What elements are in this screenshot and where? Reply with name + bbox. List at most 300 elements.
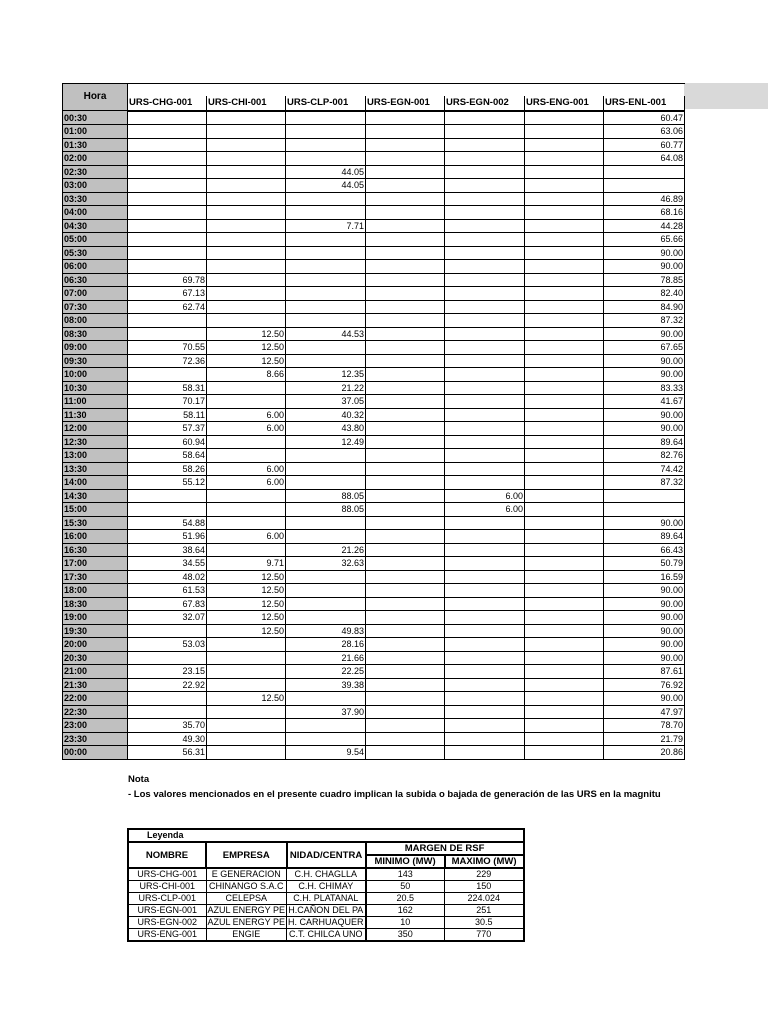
hour-cell: 01:30 xyxy=(63,138,128,152)
legend-header-margen: MARGEN DE RSF xyxy=(366,842,524,855)
hour-cell: 08:00 xyxy=(63,314,128,328)
value-cell xyxy=(128,165,207,179)
value-cell xyxy=(286,476,366,490)
value-cell: 87.32 xyxy=(604,314,685,328)
table-row xyxy=(63,435,685,449)
value-cell xyxy=(366,219,445,233)
value-cell xyxy=(286,246,366,260)
hour-cell: 05:30 xyxy=(63,246,128,260)
value-cell: 87.32 xyxy=(604,476,685,490)
value-cell xyxy=(525,530,604,544)
legend-header-empresa: EMPRESA xyxy=(206,842,287,868)
legend-cell: URS-CLP-001 xyxy=(128,893,206,905)
hour-cell: 16:30 xyxy=(63,543,128,557)
value-cell xyxy=(445,638,525,652)
table-row xyxy=(63,179,685,193)
value-cell: 70.17 xyxy=(128,395,207,409)
value-cell xyxy=(525,732,604,746)
value-cell xyxy=(525,233,604,247)
value-cell: 49.83 xyxy=(286,624,366,638)
legend-row xyxy=(128,893,524,905)
value-cell xyxy=(445,152,525,166)
hour-cell: 16:00 xyxy=(63,530,128,544)
value-cell xyxy=(286,111,366,125)
value-cell xyxy=(445,543,525,557)
value-cell xyxy=(286,611,366,625)
value-cell xyxy=(366,152,445,166)
value-cell xyxy=(366,638,445,652)
value-cell xyxy=(128,692,207,706)
value-cell: 67.13 xyxy=(128,287,207,301)
value-cell xyxy=(445,341,525,355)
value-cell xyxy=(207,233,286,247)
value-cell: 90.00 xyxy=(604,327,685,341)
value-cell xyxy=(286,125,366,139)
hour-cell: 04:30 xyxy=(63,219,128,233)
value-cell xyxy=(525,179,604,193)
value-cell: 87.61 xyxy=(604,665,685,679)
value-cell xyxy=(286,287,366,301)
hour-cell: 12:30 xyxy=(63,435,128,449)
table-row xyxy=(63,395,685,409)
value-cell: 21.22 xyxy=(286,381,366,395)
value-cell xyxy=(445,260,525,274)
table-row xyxy=(63,152,685,166)
value-cell: 6.00 xyxy=(207,530,286,544)
value-cell xyxy=(366,530,445,544)
value-cell: 90.00 xyxy=(604,651,685,665)
legend-cell: C.H. CHAGLLA xyxy=(287,868,366,881)
urs-schedule-table xyxy=(62,83,685,760)
value-cell xyxy=(366,692,445,706)
value-cell xyxy=(366,476,445,490)
value-cell: 12.35 xyxy=(286,368,366,382)
value-cell: 50.79 xyxy=(604,557,685,571)
value-cell: 62.74 xyxy=(128,300,207,314)
value-cell xyxy=(366,314,445,328)
value-cell: 37.90 xyxy=(286,705,366,719)
table-row xyxy=(63,219,685,233)
hour-cell: 03:30 xyxy=(63,192,128,206)
column-header: URS-ENG-001 xyxy=(525,96,604,110)
value-cell xyxy=(207,638,286,652)
value-cell: 44.28 xyxy=(604,219,685,233)
legend-cell: C.H. CHIMAY xyxy=(287,881,366,893)
table-row xyxy=(63,462,685,476)
legend-header-unidad: NIDAD/CENTRA xyxy=(287,842,366,868)
hour-cell: 21:30 xyxy=(63,678,128,692)
table-row xyxy=(63,651,685,665)
value-cell xyxy=(525,125,604,139)
value-cell: 54.88 xyxy=(128,516,207,530)
value-cell: 12.50 xyxy=(207,341,286,355)
value-cell: 51.96 xyxy=(128,530,207,544)
value-cell xyxy=(445,530,525,544)
value-cell xyxy=(525,260,604,274)
value-cell xyxy=(525,746,604,760)
value-cell xyxy=(128,219,207,233)
legend-cell: ENGIE xyxy=(206,929,287,942)
value-cell xyxy=(525,246,604,260)
value-cell xyxy=(525,638,604,652)
value-cell xyxy=(525,287,604,301)
value-cell xyxy=(286,732,366,746)
value-cell xyxy=(207,287,286,301)
value-cell xyxy=(445,624,525,638)
value-cell xyxy=(128,206,207,220)
value-cell xyxy=(286,273,366,287)
hour-cell: 15:00 xyxy=(63,503,128,517)
value-cell: 39.38 xyxy=(286,678,366,692)
value-cell xyxy=(286,192,366,206)
value-cell xyxy=(207,705,286,719)
value-cell: 90.00 xyxy=(604,260,685,274)
legend-cell: AZUL ENERGY PE xyxy=(207,905,286,915)
value-cell xyxy=(445,206,525,220)
value-cell xyxy=(207,192,286,206)
hour-cell: 20:00 xyxy=(63,638,128,652)
note-text: - Los valores mencionados en el presente cuadro implican la subida o bajada de generación de las URS en la magnitu xyxy=(128,789,661,800)
legend-row xyxy=(128,868,524,881)
value-cell xyxy=(445,611,525,625)
value-cell: 12.50 xyxy=(207,597,286,611)
legend-header-maximo: MAXIMO (MW) xyxy=(445,855,524,868)
legend-cell: 20.5 xyxy=(366,893,445,905)
value-cell: 37.05 xyxy=(286,395,366,409)
legend-cell: E GENERACION xyxy=(206,868,287,881)
table-row xyxy=(63,705,685,719)
hour-cell: 13:00 xyxy=(63,449,128,463)
value-cell xyxy=(128,651,207,665)
value-cell xyxy=(366,719,445,733)
value-cell xyxy=(366,179,445,193)
value-cell xyxy=(366,557,445,571)
value-cell xyxy=(366,354,445,368)
value-cell: 9.71 xyxy=(207,557,286,571)
value-cell xyxy=(445,125,525,139)
table-row xyxy=(63,543,685,557)
value-cell xyxy=(366,233,445,247)
table-row xyxy=(63,476,685,490)
value-cell xyxy=(366,624,445,638)
value-cell xyxy=(445,597,525,611)
value-cell: 89.64 xyxy=(604,435,685,449)
hour-cell: 08:30 xyxy=(63,327,128,341)
value-cell xyxy=(445,665,525,679)
value-cell: 90.00 xyxy=(604,597,685,611)
value-cell xyxy=(525,395,604,409)
hour-cell: 12:00 xyxy=(63,422,128,436)
hour-cell: 06:30 xyxy=(63,273,128,287)
hour-cell: 05:00 xyxy=(63,233,128,247)
value-cell xyxy=(525,705,604,719)
value-cell xyxy=(525,300,604,314)
hour-cell: 23:30 xyxy=(63,732,128,746)
table-row xyxy=(63,732,685,746)
value-cell xyxy=(286,354,366,368)
value-cell: 60.77 xyxy=(604,138,685,152)
value-cell xyxy=(128,246,207,260)
value-cell xyxy=(207,219,286,233)
value-cell: 28.16 xyxy=(286,638,366,652)
legend-cell: 50 xyxy=(366,881,445,893)
value-cell xyxy=(445,449,525,463)
value-cell xyxy=(286,719,366,733)
value-cell xyxy=(525,354,604,368)
value-cell xyxy=(366,111,445,125)
value-cell xyxy=(366,543,445,557)
value-cell: 12.49 xyxy=(286,435,366,449)
value-cell xyxy=(207,111,286,125)
hour-cell: 02:00 xyxy=(63,152,128,166)
value-cell xyxy=(207,246,286,260)
value-cell xyxy=(366,705,445,719)
table-row xyxy=(63,557,685,571)
value-cell xyxy=(366,665,445,679)
legend-cell: 10 xyxy=(366,917,445,929)
value-cell xyxy=(525,368,604,382)
table-row xyxy=(63,341,685,355)
hour-cell: 23:00 xyxy=(63,719,128,733)
value-cell xyxy=(366,408,445,422)
value-cell xyxy=(445,233,525,247)
value-cell xyxy=(128,138,207,152)
value-cell xyxy=(525,449,604,463)
value-cell xyxy=(525,503,604,517)
hour-cell: 07:00 xyxy=(63,287,128,301)
column-header: URS-ENL-001 xyxy=(604,96,685,110)
value-cell xyxy=(366,341,445,355)
legend-title: Leyenda xyxy=(128,829,524,842)
value-cell xyxy=(525,611,604,625)
legend-cell: 224.024 xyxy=(445,893,524,905)
value-cell: 6.00 xyxy=(445,503,525,517)
value-cell xyxy=(366,732,445,746)
value-cell xyxy=(445,516,525,530)
value-cell xyxy=(207,516,286,530)
value-cell xyxy=(366,287,445,301)
value-cell xyxy=(366,138,445,152)
value-cell xyxy=(445,219,525,233)
value-cell: 69.78 xyxy=(128,273,207,287)
value-cell xyxy=(128,705,207,719)
legend-cell: 251 xyxy=(445,905,524,917)
value-cell: 21.26 xyxy=(286,543,366,557)
value-cell: 78.85 xyxy=(604,273,685,287)
value-cell xyxy=(445,395,525,409)
value-cell: 74.42 xyxy=(604,462,685,476)
value-cell xyxy=(525,327,604,341)
value-cell xyxy=(366,368,445,382)
value-cell: 46.89 xyxy=(604,192,685,206)
value-cell xyxy=(207,300,286,314)
value-cell xyxy=(207,273,286,287)
value-cell: 65.66 xyxy=(604,233,685,247)
legend-cell: 143 xyxy=(366,868,445,881)
value-cell: 60.47 xyxy=(604,111,685,125)
column-header-row xyxy=(63,96,685,110)
value-cell: 48.02 xyxy=(128,570,207,584)
value-cell xyxy=(207,395,286,409)
value-cell: 90.00 xyxy=(604,692,685,706)
value-cell xyxy=(525,557,604,571)
column-header: URS-CHI-001 xyxy=(207,96,286,110)
value-cell: 67.83 xyxy=(128,597,207,611)
value-cell: 90.00 xyxy=(604,611,685,625)
value-cell xyxy=(525,597,604,611)
hour-cell: 06:00 xyxy=(63,260,128,274)
value-cell: 90.00 xyxy=(604,584,685,598)
value-cell: 82.40 xyxy=(604,287,685,301)
value-cell: 66.43 xyxy=(604,543,685,557)
value-cell xyxy=(525,152,604,166)
value-cell xyxy=(207,435,286,449)
value-cell: 41.67 xyxy=(604,395,685,409)
value-cell xyxy=(525,192,604,206)
legend-cell: CELEPSA xyxy=(206,893,287,905)
value-cell xyxy=(525,719,604,733)
hour-cell: 00:30 xyxy=(63,111,128,125)
value-cell xyxy=(525,624,604,638)
value-cell: 43.80 xyxy=(286,422,366,436)
value-cell xyxy=(445,368,525,382)
value-cell xyxy=(366,570,445,584)
table-row xyxy=(63,408,685,422)
hour-cell: 13:30 xyxy=(63,462,128,476)
value-cell: 61.53 xyxy=(128,584,207,598)
value-cell: 76.92 xyxy=(604,678,685,692)
value-cell xyxy=(445,557,525,571)
table-row xyxy=(63,314,685,328)
value-cell: 44.05 xyxy=(286,179,366,193)
value-cell xyxy=(445,678,525,692)
value-cell: 90.00 xyxy=(604,638,685,652)
hora-header: Hora xyxy=(63,84,128,111)
table-row xyxy=(63,233,685,247)
value-cell xyxy=(286,206,366,220)
value-cell xyxy=(207,138,286,152)
value-cell xyxy=(207,665,286,679)
hour-cell: 11:00 xyxy=(63,395,128,409)
value-cell xyxy=(286,462,366,476)
legend-cell: 162 xyxy=(366,905,445,917)
value-cell: 6.00 xyxy=(207,408,286,422)
value-cell: 21.66 xyxy=(286,651,366,665)
table-row xyxy=(63,719,685,733)
legend-cell: 350 xyxy=(366,929,445,942)
legend-cell: C.H. PLATANAL xyxy=(287,893,366,905)
value-cell: 70.55 xyxy=(128,341,207,355)
value-cell: 72.36 xyxy=(128,354,207,368)
value-cell xyxy=(366,435,445,449)
value-cell xyxy=(286,530,366,544)
value-cell xyxy=(525,584,604,598)
value-cell xyxy=(445,746,525,760)
table-row xyxy=(63,368,685,382)
value-cell: 12.50 xyxy=(207,624,286,638)
value-cell xyxy=(525,408,604,422)
value-cell xyxy=(366,651,445,665)
hour-cell: 02:30 xyxy=(63,165,128,179)
value-cell xyxy=(445,408,525,422)
value-cell: 56.31 xyxy=(128,746,207,760)
value-cell: 67.65 xyxy=(604,341,685,355)
legend-cell: H.CAÑON DEL PA xyxy=(287,905,366,917)
hour-cell: 10:00 xyxy=(63,368,128,382)
value-cell: 58.11 xyxy=(128,408,207,422)
value-cell xyxy=(445,327,525,341)
hour-cell: 14:00 xyxy=(63,476,128,490)
value-cell xyxy=(445,246,525,260)
table-row xyxy=(63,381,685,395)
value-cell xyxy=(366,260,445,274)
legend-cell: H. CARHUAQUER xyxy=(288,917,364,927)
hour-cell: 11:30 xyxy=(63,408,128,422)
table-row xyxy=(63,287,685,301)
value-cell: 21.79 xyxy=(604,732,685,746)
value-cell xyxy=(366,678,445,692)
value-cell xyxy=(604,165,685,179)
hour-cell: 18:30 xyxy=(63,597,128,611)
value-cell: 32.07 xyxy=(128,611,207,625)
legend-table xyxy=(127,828,525,942)
table-row xyxy=(63,597,685,611)
value-cell xyxy=(445,165,525,179)
value-cell xyxy=(128,125,207,139)
table-row xyxy=(63,138,685,152)
value-cell xyxy=(366,449,445,463)
legend-cell: CHINANGO S.A.C xyxy=(206,881,287,893)
value-cell: 7.71 xyxy=(286,219,366,233)
value-cell xyxy=(445,435,525,449)
legend-cell: AZUL ENERGY PE xyxy=(207,917,286,927)
value-cell: 90.00 xyxy=(604,624,685,638)
value-cell xyxy=(445,422,525,436)
value-cell xyxy=(286,152,366,166)
value-cell: 38.64 xyxy=(128,543,207,557)
value-cell: 57.37 xyxy=(128,422,207,436)
value-cell xyxy=(525,219,604,233)
value-cell xyxy=(286,584,366,598)
value-cell xyxy=(207,260,286,274)
value-cell xyxy=(525,476,604,490)
hour-cell: 17:30 xyxy=(63,570,128,584)
value-cell xyxy=(207,179,286,193)
value-cell xyxy=(525,678,604,692)
value-cell: 12.50 xyxy=(207,354,286,368)
value-cell xyxy=(366,381,445,395)
value-cell xyxy=(207,489,286,503)
value-cell: 12.50 xyxy=(207,611,286,625)
value-cell: 90.00 xyxy=(604,246,685,260)
value-cell xyxy=(207,165,286,179)
value-cell xyxy=(128,179,207,193)
value-cell xyxy=(445,300,525,314)
table-row xyxy=(63,246,685,260)
value-cell xyxy=(286,341,366,355)
legend-cell: 30.5 xyxy=(445,917,524,929)
value-cell: 60.94 xyxy=(128,435,207,449)
value-cell: 8.66 xyxy=(207,368,286,382)
table-row xyxy=(63,516,685,530)
value-cell xyxy=(445,719,525,733)
value-cell xyxy=(525,111,604,125)
legend-cell: 770 xyxy=(445,929,524,942)
value-cell xyxy=(525,570,604,584)
value-cell: 53.03 xyxy=(128,638,207,652)
table-row xyxy=(63,449,685,463)
header-spacer xyxy=(128,84,685,97)
